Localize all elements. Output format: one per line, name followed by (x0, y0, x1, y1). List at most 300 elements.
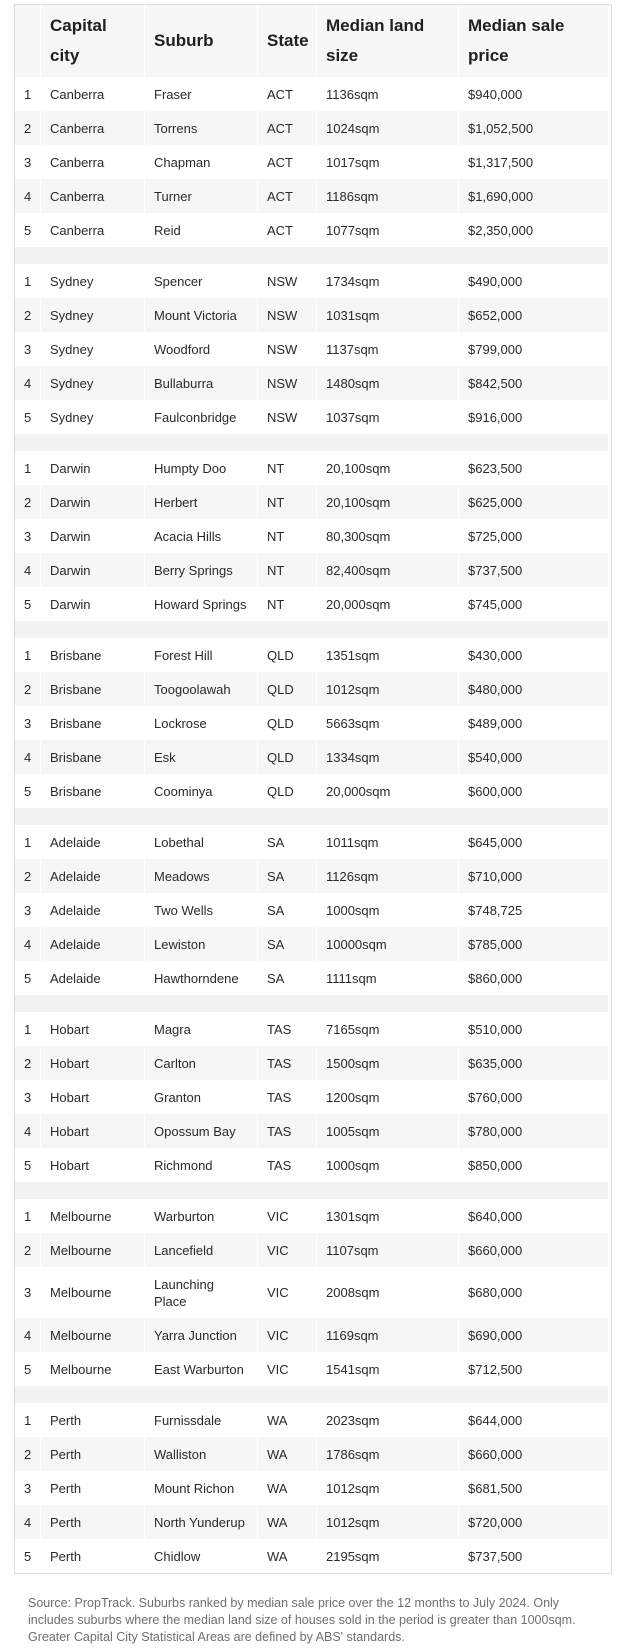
state-cell: NT (258, 451, 317, 485)
suburb-cell: Hawthorndene (145, 961, 258, 995)
median-sale-price-cell: $760,000 (459, 1080, 609, 1114)
median-land-size-cell: 1126sqm (317, 859, 459, 893)
capital-city-cell: Hobart (41, 1148, 145, 1182)
suburb-cell: Richmond (145, 1148, 258, 1182)
median-land-size-cell: 1334sqm (317, 740, 459, 774)
median-sale-price-cell: $916,000 (459, 400, 609, 434)
table-row (15, 179, 609, 213)
median-land-size-cell: 5663sqm (317, 706, 459, 740)
capital-city-cell: Darwin (41, 587, 145, 621)
state-cell: NSW (258, 298, 317, 332)
median-land-size-cell: 1541sqm (317, 1352, 459, 1386)
capital-city-cell: Adelaide (41, 893, 145, 927)
state-cell: TAS (258, 1114, 317, 1148)
suburb-cell: Yarra Junction (145, 1318, 258, 1352)
rank-cell: 5 (15, 587, 41, 621)
suburb-cell: Walliston (145, 1437, 258, 1471)
capital-city-cell: Canberra (41, 179, 145, 213)
median-land-size-cell: 1000sqm (317, 893, 459, 927)
median-land-size-cell: 1136sqm (317, 77, 459, 111)
source-note: Source: PropTrack. Suburbs ranked by median sale price over the 12 months to July 2024. Only includes suburbs where the median land size of houses sold in the period is greater than 1000sqm. Greater Capital City Statistical Areas are defined by ABS' standards. (28, 1596, 576, 1644)
capital-city-cell: Hobart (41, 1080, 145, 1114)
suburb-cell: Acacia Hills (145, 519, 258, 553)
median-sale-price-cell: $745,000 (459, 587, 609, 621)
capital-city-cell: Perth (41, 1471, 145, 1505)
median-sale-price-cell: $748,725 (459, 893, 609, 927)
capital-city-cell: Sydney (41, 298, 145, 332)
state-cell: VIC (258, 1318, 317, 1352)
table-row (15, 1199, 609, 1233)
median-land-size-cell: 1111sqm (317, 961, 459, 995)
suburb-cell: Spencer (145, 264, 258, 298)
table-row (15, 451, 609, 485)
rank-cell: 3 (15, 1080, 41, 1114)
capital-city-cell: Adelaide (41, 825, 145, 859)
table-row (15, 1437, 609, 1471)
median-sale-price-cell: $430,000 (459, 638, 609, 672)
median-land-size-cell: 1786sqm (317, 1437, 459, 1471)
rank-cell: 3 (15, 145, 41, 179)
median-sale-price-cell: $842,500 (459, 366, 609, 400)
capital-city-cell: Brisbane (41, 706, 145, 740)
median-land-size-cell: 1169sqm (317, 1318, 459, 1352)
capital-city-cell: Canberra (41, 111, 145, 145)
median-land-size-cell: 80,300sqm (317, 519, 459, 553)
table-row (15, 553, 609, 587)
median-sale-price-cell: $785,000 (459, 927, 609, 961)
median-sale-price-cell: $860,000 (459, 961, 609, 995)
median-sale-price-cell: $737,500 (459, 1539, 609, 1573)
median-sale-price-cell: $737,500 (459, 553, 609, 587)
rank-cell: 2 (15, 485, 41, 519)
median-sale-price-cell: $850,000 (459, 1148, 609, 1182)
rank-cell: 3 (15, 1267, 41, 1318)
group-spacer-cell (15, 247, 609, 264)
capital-city-cell: Darwin (41, 451, 145, 485)
state-cell: NSW (258, 400, 317, 434)
capital-city-cell: Sydney (41, 366, 145, 400)
header-median-sale-price: Median sale price (459, 5, 609, 77)
rank-cell: 4 (15, 740, 41, 774)
capital-city-cell: Sydney (41, 264, 145, 298)
capital-city-cell: Melbourne (41, 1318, 145, 1352)
state-cell: QLD (258, 638, 317, 672)
table-row (15, 1352, 609, 1386)
suburb-cell: Mount Victoria (145, 298, 258, 332)
median-land-size-cell: 1077sqm (317, 213, 459, 247)
median-land-size-cell: 1012sqm (317, 1471, 459, 1505)
rank-cell: 5 (15, 1352, 41, 1386)
rank-cell: 5 (15, 961, 41, 995)
group-spacer-row (15, 995, 609, 1012)
median-land-size-cell: 1351sqm (317, 638, 459, 672)
median-land-size-cell: 1031sqm (317, 298, 459, 332)
group-spacer-cell (15, 1386, 609, 1403)
state-cell: QLD (258, 706, 317, 740)
table-row (15, 587, 609, 621)
suburb-cell: Forest Hill (145, 638, 258, 672)
state-cell: VIC (258, 1233, 317, 1267)
rank-cell: 2 (15, 672, 41, 706)
capital-city-cell: Adelaide (41, 961, 145, 995)
rank-cell: 1 (15, 638, 41, 672)
rank-cell: 1 (15, 451, 41, 485)
suburb-cell: Lewiston (145, 927, 258, 961)
group-spacer-row (15, 434, 609, 451)
median-land-size-cell: 1005sqm (317, 1114, 459, 1148)
median-land-size-cell: 1480sqm (317, 366, 459, 400)
rank-cell: 2 (15, 1233, 41, 1267)
median-sale-price-cell: $1,690,000 (459, 179, 609, 213)
suburb-cell: Launching Place (145, 1267, 258, 1318)
state-cell: SA (258, 893, 317, 927)
rank-cell: 4 (15, 1318, 41, 1352)
rank-cell: 3 (15, 706, 41, 740)
table-row (15, 1471, 609, 1505)
table-row (15, 519, 609, 553)
capital-city-cell: Melbourne (41, 1233, 145, 1267)
median-sale-price-cell: $780,000 (459, 1114, 609, 1148)
group-spacer-cell (15, 808, 609, 825)
state-cell: ACT (258, 111, 317, 145)
median-land-size-cell: 10000sqm (317, 927, 459, 961)
table-row (15, 213, 609, 247)
state-cell: QLD (258, 774, 317, 808)
table-row (15, 145, 609, 179)
state-cell: VIC (258, 1352, 317, 1386)
median-land-size-cell: 7165sqm (317, 1012, 459, 1046)
state-cell: ACT (258, 179, 317, 213)
suburb-cell: Woodford (145, 332, 258, 366)
suburb-cell: Lockrose (145, 706, 258, 740)
median-sale-price-cell: $720,000 (459, 1505, 609, 1539)
state-cell: NSW (258, 264, 317, 298)
median-land-size-cell: 2008sqm (317, 1267, 459, 1318)
suburb-cell: Chidlow (145, 1539, 258, 1573)
median-sale-price-cell: $510,000 (459, 1012, 609, 1046)
rank-cell: 1 (15, 77, 41, 111)
state-cell: ACT (258, 77, 317, 111)
median-land-size-cell: 1301sqm (317, 1199, 459, 1233)
state-cell: ACT (258, 213, 317, 247)
capital-city-cell: Melbourne (41, 1199, 145, 1233)
suburb-cell: Carlton (145, 1046, 258, 1080)
capital-city-cell: Darwin (41, 519, 145, 553)
suburb-cell: East Warburton (145, 1352, 258, 1386)
median-land-size-cell: 1000sqm (317, 1148, 459, 1182)
rank-cell: 4 (15, 179, 41, 213)
median-sale-price-cell: $635,000 (459, 1046, 609, 1080)
rank-cell: 2 (15, 111, 41, 145)
rank-cell: 5 (15, 213, 41, 247)
median-land-size-cell: 1012sqm (317, 672, 459, 706)
rank-cell: 5 (15, 1148, 41, 1182)
state-cell: SA (258, 927, 317, 961)
rank-cell: 3 (15, 332, 41, 366)
median-sale-price-cell: $725,000 (459, 519, 609, 553)
median-sale-price-cell: $1,317,500 (459, 145, 609, 179)
capital-city-cell: Brisbane (41, 638, 145, 672)
rank-cell: 1 (15, 1012, 41, 1046)
suburb-cell: Coominya (145, 774, 258, 808)
capital-city-cell: Darwin (41, 485, 145, 519)
suburb-cell: Fraser (145, 77, 258, 111)
median-land-size-cell: 1200sqm (317, 1080, 459, 1114)
suburb-cell: Furnissdale (145, 1403, 258, 1437)
table-row (15, 740, 609, 774)
state-cell: ACT (258, 145, 317, 179)
suburb-cell: Humpty Doo (145, 451, 258, 485)
rank-cell: 3 (15, 1471, 41, 1505)
group-spacer-row (15, 247, 609, 264)
table-row (15, 1080, 609, 1114)
header-median-land-size: Median land size (317, 5, 459, 77)
suburb-cell: Reid (145, 213, 258, 247)
table-row (15, 927, 609, 961)
header-suburb: Suburb (145, 5, 258, 77)
group-spacer-cell (15, 621, 609, 638)
state-cell: NSW (258, 332, 317, 366)
median-land-size-cell: 1500sqm (317, 1046, 459, 1080)
rank-cell: 3 (15, 519, 41, 553)
suburb-ranking-table-container (14, 4, 612, 1574)
table-row (15, 1539, 609, 1573)
state-cell: TAS (258, 1148, 317, 1182)
table-row (15, 1148, 609, 1182)
state-cell: VIC (258, 1199, 317, 1233)
median-sale-price-cell: $640,000 (459, 1199, 609, 1233)
table-row (15, 1233, 609, 1267)
state-cell: TAS (258, 1012, 317, 1046)
table-row (15, 1012, 609, 1046)
rank-cell: 4 (15, 553, 41, 587)
median-sale-price-cell: $645,000 (459, 825, 609, 859)
median-land-size-cell: 20,100sqm (317, 451, 459, 485)
table-row (15, 1046, 609, 1080)
median-sale-price-cell: $680,000 (459, 1267, 609, 1318)
table-row (15, 485, 609, 519)
table-row (15, 672, 609, 706)
table-row (15, 332, 609, 366)
suburb-cell: Turner (145, 179, 258, 213)
median-land-size-cell: 1734sqm (317, 264, 459, 298)
table-row (15, 298, 609, 332)
capital-city-cell: Perth (41, 1539, 145, 1573)
capital-city-cell: Perth (41, 1437, 145, 1471)
median-land-size-cell: 20,000sqm (317, 774, 459, 808)
table-row (15, 706, 609, 740)
rank-cell: 1 (15, 825, 41, 859)
median-sale-price-cell: $712,500 (459, 1352, 609, 1386)
capital-city-cell: Melbourne (41, 1352, 145, 1386)
table-row (15, 111, 609, 145)
median-sale-price-cell: $623,500 (459, 451, 609, 485)
table-row (15, 859, 609, 893)
state-cell: TAS (258, 1046, 317, 1080)
state-cell: WA (258, 1403, 317, 1437)
table-row (15, 638, 609, 672)
state-cell: SA (258, 825, 317, 859)
capital-city-cell: Perth (41, 1403, 145, 1437)
median-land-size-cell: 1024sqm (317, 111, 459, 145)
median-sale-price-cell: $652,000 (459, 298, 609, 332)
state-cell: TAS (258, 1080, 317, 1114)
median-land-size-cell: 82,400sqm (317, 553, 459, 587)
median-sale-price-cell: $644,000 (459, 1403, 609, 1437)
median-land-size-cell: 20,000sqm (317, 587, 459, 621)
table-row (15, 774, 609, 808)
state-cell: WA (258, 1505, 317, 1539)
median-sale-price-cell: $1,052,500 (459, 111, 609, 145)
header-rank (15, 5, 41, 77)
group-spacer-row (15, 1386, 609, 1403)
capital-city-cell: Brisbane (41, 740, 145, 774)
table-row (15, 264, 609, 298)
suburb-cell: Faulconbridge (145, 400, 258, 434)
group-spacer-row (15, 1182, 609, 1199)
median-land-size-cell: 20,100sqm (317, 485, 459, 519)
state-cell: WA (258, 1471, 317, 1505)
suburb-cell: Howard Springs (145, 587, 258, 621)
median-sale-price-cell: $681,500 (459, 1471, 609, 1505)
state-cell: NT (258, 519, 317, 553)
capital-city-cell: Brisbane (41, 774, 145, 808)
rank-cell: 1 (15, 1199, 41, 1233)
rank-cell: 4 (15, 1505, 41, 1539)
median-land-size-cell: 1137sqm (317, 332, 459, 366)
capital-city-cell: Melbourne (41, 1267, 145, 1318)
median-sale-price-cell: $660,000 (459, 1233, 609, 1267)
group-spacer-cell (15, 434, 609, 451)
median-sale-price-cell: $540,000 (459, 740, 609, 774)
median-land-size-cell: 1037sqm (317, 400, 459, 434)
table-row (15, 77, 609, 111)
suburb-cell: Lancefield (145, 1233, 258, 1267)
median-sale-price-cell: $660,000 (459, 1437, 609, 1471)
rank-cell: 2 (15, 1046, 41, 1080)
suburb-cell: Mount Richon (145, 1471, 258, 1505)
table-row (15, 1114, 609, 1148)
header-state: State (258, 5, 317, 77)
median-sale-price-cell: $625,000 (459, 485, 609, 519)
table-row (15, 1505, 609, 1539)
state-cell: NT (258, 485, 317, 519)
rank-cell: 4 (15, 366, 41, 400)
rank-cell: 4 (15, 927, 41, 961)
rank-cell: 2 (15, 859, 41, 893)
median-sale-price-cell: $690,000 (459, 1318, 609, 1352)
suburb-cell: Chapman (145, 145, 258, 179)
median-land-size-cell: 1107sqm (317, 1233, 459, 1267)
median-land-size-cell: 1011sqm (317, 825, 459, 859)
median-sale-price-cell: $2,350,000 (459, 213, 609, 247)
suburb-cell: Two Wells (145, 893, 258, 927)
median-sale-price-cell: $490,000 (459, 264, 609, 298)
suburb-cell: Meadows (145, 859, 258, 893)
header-capital-city: Capital city (41, 5, 145, 77)
rank-cell: 2 (15, 298, 41, 332)
capital-city-cell: Darwin (41, 553, 145, 587)
median-sale-price-cell: $600,000 (459, 774, 609, 808)
suburb-cell: Berry Springs (145, 553, 258, 587)
suburb-cell: Torrens (145, 111, 258, 145)
capital-city-cell: Hobart (41, 1012, 145, 1046)
table-row (15, 1267, 609, 1318)
capital-city-cell: Sydney (41, 332, 145, 366)
capital-city-cell: Hobart (41, 1114, 145, 1148)
median-land-size-cell: 2195sqm (317, 1539, 459, 1573)
state-cell: NT (258, 587, 317, 621)
rank-cell: 5 (15, 1539, 41, 1573)
table-row (15, 366, 609, 400)
rank-cell: 1 (15, 1403, 41, 1437)
table-row (15, 893, 609, 927)
median-sale-price-cell: $480,000 (459, 672, 609, 706)
capital-city-cell: Brisbane (41, 672, 145, 706)
suburb-cell: Magra (145, 1012, 258, 1046)
suburb-cell: Bullaburra (145, 366, 258, 400)
capital-city-cell: Canberra (41, 213, 145, 247)
capital-city-cell: Adelaide (41, 927, 145, 961)
group-spacer-row (15, 621, 609, 638)
table-row (15, 1318, 609, 1352)
state-cell: NSW (258, 366, 317, 400)
suburb-cell: Lobethal (145, 825, 258, 859)
state-cell: WA (258, 1437, 317, 1471)
group-spacer-cell (15, 995, 609, 1012)
median-sale-price-cell: $710,000 (459, 859, 609, 893)
suburb-cell: Herbert (145, 485, 258, 519)
suburb-cell: Toogoolawah (145, 672, 258, 706)
table-body (15, 77, 609, 1573)
state-cell: VIC (258, 1267, 317, 1318)
table-header-row (15, 5, 609, 77)
rank-cell: 1 (15, 264, 41, 298)
rank-cell: 2 (15, 1437, 41, 1471)
capital-city-cell: Hobart (41, 1046, 145, 1080)
capital-city-cell: Canberra (41, 145, 145, 179)
capital-city-cell: Sydney (41, 400, 145, 434)
table-row (15, 825, 609, 859)
median-land-size-cell: 1186sqm (317, 179, 459, 213)
suburb-cell: North Yunderup (145, 1505, 258, 1539)
state-cell: SA (258, 859, 317, 893)
median-land-size-cell: 2023sqm (317, 1403, 459, 1437)
suburb-ranking-table (15, 5, 609, 1573)
suburb-cell: Granton (145, 1080, 258, 1114)
table-row (15, 961, 609, 995)
state-cell: QLD (258, 672, 317, 706)
rank-cell: 5 (15, 400, 41, 434)
suburb-cell: Esk (145, 740, 258, 774)
state-cell: SA (258, 961, 317, 995)
rank-cell: 4 (15, 1114, 41, 1148)
capital-city-cell: Perth (41, 1505, 145, 1539)
rank-cell: 3 (15, 893, 41, 927)
median-sale-price-cell: $799,000 (459, 332, 609, 366)
suburb-cell: Opossum Bay (145, 1114, 258, 1148)
group-spacer-cell (15, 1182, 609, 1199)
median-land-size-cell: 1012sqm (317, 1505, 459, 1539)
capital-city-cell: Canberra (41, 77, 145, 111)
rank-cell: 5 (15, 774, 41, 808)
state-cell: QLD (258, 740, 317, 774)
table-row (15, 1403, 609, 1437)
median-sale-price-cell: $940,000 (459, 77, 609, 111)
state-cell: WA (258, 1539, 317, 1573)
suburb-cell: Warburton (145, 1199, 258, 1233)
median-sale-price-cell: $489,000 (459, 706, 609, 740)
